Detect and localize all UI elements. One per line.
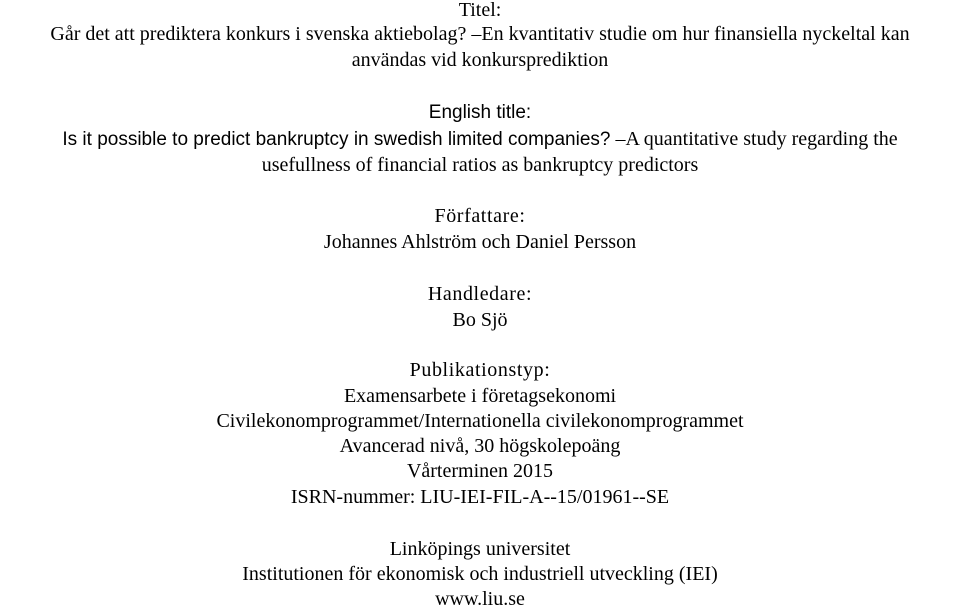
authors-label: Författare:	[434, 205, 526, 227]
english-title-line-1-serif: –A quantitative study regarding the	[610, 128, 898, 150]
authors-value: Johannes Ahlström och Daniel Persson	[323, 231, 637, 253]
publication-type-value: Examensarbete i företagsekonomi	[343, 385, 617, 407]
english-title-label: English title:	[428, 102, 532, 123]
level-value: Avancerad nivå, 30 högskolepoäng	[339, 435, 621, 457]
university-name: Linköpings universitet	[389, 538, 571, 560]
term-value: Vårterminen 2015	[406, 460, 554, 482]
swedish-title-line-2: användas vid konkursprediktion	[351, 49, 609, 71]
title-label: Titel:	[458, 0, 502, 21]
english-title-line-2: usefullness of financial ratios as bankruptcy predictors	[261, 154, 699, 176]
english-title-line-1	[0, 127, 960, 152]
university-website: www.liu.se	[435, 588, 525, 610]
programme-value: Civilekonomprogrammet/Internationella civilekonomprogrammet	[216, 410, 744, 432]
english-title-line-1-sans: Is it possible to predict bankruptcy in swedish limited companies?	[62, 129, 611, 150]
publication-type-label: Publikationstyp:	[409, 359, 551, 381]
isrn-value: ISRN-nummer: LIU-IEI-FIL-A--15/01961--SE	[290, 486, 670, 508]
supervisor-value: Bo Sjö	[452, 309, 508, 331]
department-name: Institutionen för ekonomisk och industriell utveckling (IEI)	[242, 563, 718, 585]
swedish-title-line-1: Går det att prediktera konkurs i svenska aktiebolag? –En kvantitativ studie om hur finansiella nyckeltal kan	[50, 23, 910, 45]
supervisor-label: Handledare:	[427, 283, 533, 305]
